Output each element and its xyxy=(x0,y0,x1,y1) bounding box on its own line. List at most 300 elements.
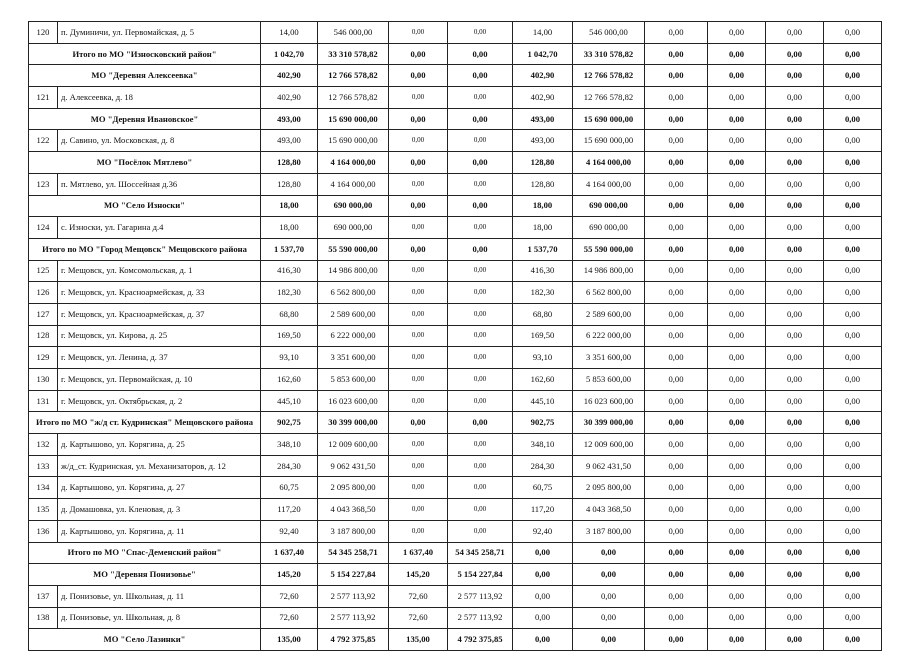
value-cell: 2 589 600,00 xyxy=(573,303,645,325)
value-cell: 0,00 xyxy=(448,282,513,304)
value-cell: 0,00 xyxy=(708,347,766,369)
value-cell: 0,00 xyxy=(645,542,708,564)
value-cell: 3 351 600,00 xyxy=(318,347,389,369)
group-title: Итого по МО "ж/д ст. Кудринская" Мещовского района xyxy=(29,412,261,434)
value-cell: 0,00 xyxy=(766,390,824,412)
value-cell: 0,00 xyxy=(824,412,882,434)
row-number: 133 xyxy=(29,455,58,477)
value-cell: 182,30 xyxy=(513,282,573,304)
value-cell: 0,00 xyxy=(389,195,448,217)
address-cell: д. Картышово, ул. Корягина, д. 11 xyxy=(58,520,261,542)
row-number: 137 xyxy=(29,585,58,607)
subtotal-row xyxy=(29,195,882,217)
value-cell: 0,00 xyxy=(766,65,824,87)
group-title: Итого по МО "Спас-Деменский район" xyxy=(29,542,261,564)
value-cell: 0,00 xyxy=(766,282,824,304)
value-cell: 416,30 xyxy=(513,260,573,282)
row-number: 136 xyxy=(29,520,58,542)
value-cell: 0,00 xyxy=(645,585,708,607)
value-cell: 0,00 xyxy=(645,195,708,217)
value-cell: 0,00 xyxy=(766,173,824,195)
value-cell: 1 637,40 xyxy=(389,542,448,564)
address-cell: д. Картышово, ул. Корягина, д. 25 xyxy=(58,434,261,456)
table-row xyxy=(29,520,882,542)
value-cell: 4 792 375,85 xyxy=(448,629,513,651)
row-number: 134 xyxy=(29,477,58,499)
value-cell: 0,00 xyxy=(766,87,824,109)
row-number: 123 xyxy=(29,173,58,195)
value-cell: 0,00 xyxy=(645,260,708,282)
value-cell: 5 853 600,00 xyxy=(573,369,645,391)
address-cell: д. Домашовка, ул. Кленовая, д. 3 xyxy=(58,499,261,521)
value-cell: 0,00 xyxy=(766,238,824,260)
table-row xyxy=(29,282,882,304)
value-cell: 0,00 xyxy=(708,282,766,304)
value-cell: 0,00 xyxy=(824,43,882,65)
value-cell: 0,00 xyxy=(448,390,513,412)
subtotal-row xyxy=(29,238,882,260)
subtotal-row xyxy=(29,108,882,130)
value-cell: 0,00 xyxy=(824,195,882,217)
value-cell: 0,00 xyxy=(766,217,824,239)
value-cell: 0,00 xyxy=(766,412,824,434)
value-cell: 0,00 xyxy=(708,390,766,412)
value-cell: 18,00 xyxy=(513,217,573,239)
value-cell: 72,60 xyxy=(389,585,448,607)
table-row xyxy=(29,87,882,109)
value-cell: 0,00 xyxy=(645,22,708,44)
value-cell: 0,00 xyxy=(448,499,513,521)
value-cell: 12 766 578,82 xyxy=(318,87,389,109)
value-cell: 0,00 xyxy=(708,477,766,499)
value-cell: 493,00 xyxy=(261,108,318,130)
address-cell: д. Понизовье, ул. Школьная, д. 8 xyxy=(58,607,261,629)
value-cell: 128,80 xyxy=(513,152,573,174)
value-cell: 72,60 xyxy=(261,585,318,607)
value-cell: 0,00 xyxy=(448,238,513,260)
housing-program-table xyxy=(28,21,882,651)
value-cell: 0,00 xyxy=(708,238,766,260)
value-cell: 0,00 xyxy=(708,607,766,629)
value-cell: 92,40 xyxy=(261,520,318,542)
row-number: 132 xyxy=(29,434,58,456)
row-number: 131 xyxy=(29,390,58,412)
value-cell: 0,00 xyxy=(824,303,882,325)
value-cell: 1 042,70 xyxy=(513,43,573,65)
value-cell: 182,30 xyxy=(261,282,318,304)
value-cell: 0,00 xyxy=(824,434,882,456)
value-cell: 2 589 600,00 xyxy=(318,303,389,325)
row-number: 124 xyxy=(29,217,58,239)
value-cell: 0,00 xyxy=(824,282,882,304)
value-cell: 0,00 xyxy=(824,173,882,195)
group-title: МО "Деревня Понизовье" xyxy=(29,564,261,586)
value-cell: 169,50 xyxy=(513,325,573,347)
value-cell: 0,00 xyxy=(766,347,824,369)
value-cell: 0,00 xyxy=(645,499,708,521)
value-cell: 0,00 xyxy=(448,369,513,391)
value-cell: 445,10 xyxy=(261,390,318,412)
value-cell: 0,00 xyxy=(389,217,448,239)
value-cell: 0,00 xyxy=(448,108,513,130)
value-cell: 690 000,00 xyxy=(573,195,645,217)
value-cell: 0,00 xyxy=(645,282,708,304)
row-number: 135 xyxy=(29,499,58,521)
value-cell: 0,00 xyxy=(708,499,766,521)
value-cell: 284,30 xyxy=(261,455,318,477)
value-cell: 12 766 578,82 xyxy=(573,87,645,109)
value-cell: 0,00 xyxy=(766,629,824,651)
value-cell: 0,00 xyxy=(448,22,513,44)
address-cell: д. Савино, ул. Московская, д. 8 xyxy=(58,130,261,152)
value-cell: 0,00 xyxy=(645,564,708,586)
value-cell: 902,75 xyxy=(513,412,573,434)
value-cell: 0,00 xyxy=(708,152,766,174)
value-cell: 15 690 000,00 xyxy=(573,108,645,130)
value-cell: 14,00 xyxy=(261,22,318,44)
row-number: 126 xyxy=(29,282,58,304)
value-cell: 0,00 xyxy=(708,43,766,65)
value-cell: 0,00 xyxy=(766,369,824,391)
value-cell: 0,00 xyxy=(389,260,448,282)
value-cell: 0,00 xyxy=(389,347,448,369)
value-cell: 72,60 xyxy=(261,607,318,629)
value-cell: 445,10 xyxy=(513,390,573,412)
value-cell: 0,00 xyxy=(645,325,708,347)
value-cell: 2 095 800,00 xyxy=(573,477,645,499)
group-title: МО "Село Износки" xyxy=(29,195,261,217)
value-cell: 0,00 xyxy=(708,65,766,87)
value-cell: 0,00 xyxy=(389,173,448,195)
value-cell: 0,00 xyxy=(448,130,513,152)
value-cell: 0,00 xyxy=(645,347,708,369)
value-cell: 0,00 xyxy=(645,108,708,130)
value-cell: 0,00 xyxy=(824,477,882,499)
value-cell: 0,00 xyxy=(448,434,513,456)
value-cell: 0,00 xyxy=(389,434,448,456)
value-cell: 0,00 xyxy=(708,434,766,456)
value-cell: 5 853 600,00 xyxy=(318,369,389,391)
address-cell: с. Износки, ул. Гагарина д.4 xyxy=(58,217,261,239)
value-cell: 0,00 xyxy=(824,65,882,87)
value-cell: 0,00 xyxy=(645,152,708,174)
value-cell: 0,00 xyxy=(708,564,766,586)
value-cell: 135,00 xyxy=(261,629,318,651)
value-cell: 0,00 xyxy=(766,303,824,325)
value-cell: 0,00 xyxy=(824,108,882,130)
value-cell: 0,00 xyxy=(645,434,708,456)
row-number: 129 xyxy=(29,347,58,369)
value-cell: 546 000,00 xyxy=(573,22,645,44)
subtotal-row xyxy=(29,65,882,87)
value-cell: 0,00 xyxy=(389,390,448,412)
value-cell: 0,00 xyxy=(389,303,448,325)
value-cell: 493,00 xyxy=(261,130,318,152)
table-row xyxy=(29,585,882,607)
value-cell: 169,50 xyxy=(261,325,318,347)
value-cell: 0,00 xyxy=(766,607,824,629)
value-cell: 0,00 xyxy=(824,455,882,477)
value-cell: 4 164 000,00 xyxy=(573,173,645,195)
value-cell: 0,00 xyxy=(645,173,708,195)
value-cell: 0,00 xyxy=(513,542,573,564)
value-cell: 0,00 xyxy=(645,477,708,499)
value-cell: 1 042,70 xyxy=(261,43,318,65)
value-cell: 0,00 xyxy=(448,65,513,87)
address-cell: г. Мещовск, ул. Первомайская, д. 10 xyxy=(58,369,261,391)
table-row xyxy=(29,303,882,325)
value-cell: 162,60 xyxy=(513,369,573,391)
value-cell: 2 095 800,00 xyxy=(318,477,389,499)
table-row xyxy=(29,499,882,521)
value-cell: 3 351 600,00 xyxy=(573,347,645,369)
value-cell: 4 792 375,85 xyxy=(318,629,389,651)
value-cell: 0,00 xyxy=(824,217,882,239)
value-cell: 0,00 xyxy=(645,238,708,260)
subtotal-row xyxy=(29,542,882,564)
value-cell: 902,75 xyxy=(261,412,318,434)
value-cell: 0,00 xyxy=(766,542,824,564)
value-cell: 0,00 xyxy=(708,412,766,434)
value-cell: 4 164 000,00 xyxy=(573,152,645,174)
value-cell: 0,00 xyxy=(708,585,766,607)
value-cell: 1 537,70 xyxy=(261,238,318,260)
value-cell: 0,00 xyxy=(448,87,513,109)
value-cell: 14,00 xyxy=(513,22,573,44)
value-cell: 128,80 xyxy=(261,173,318,195)
value-cell: 546 000,00 xyxy=(318,22,389,44)
address-cell: г. Мещовск, ул. Октябрьская, д. 2 xyxy=(58,390,261,412)
value-cell: 4 164 000,00 xyxy=(318,173,389,195)
table-row xyxy=(29,22,882,44)
value-cell: 0,00 xyxy=(824,564,882,586)
value-cell: 0,00 xyxy=(708,542,766,564)
value-cell: 0,00 xyxy=(766,585,824,607)
value-cell: 15 690 000,00 xyxy=(573,130,645,152)
value-cell: 9 062 431,50 xyxy=(318,455,389,477)
value-cell: 0,00 xyxy=(766,108,824,130)
value-cell: 16 023 600,00 xyxy=(318,390,389,412)
address-cell: г. Мещовск, ул. Кирова, д. 25 xyxy=(58,325,261,347)
value-cell: 6 222 000,00 xyxy=(318,325,389,347)
address-cell: п. Думиничи, ул. Первомайская, д. 5 xyxy=(58,22,261,44)
row-number: 130 xyxy=(29,369,58,391)
value-cell: 0,00 xyxy=(645,520,708,542)
value-cell: 493,00 xyxy=(513,108,573,130)
value-cell: 5 154 227,84 xyxy=(318,564,389,586)
value-cell: 0,00 xyxy=(824,390,882,412)
value-cell: 145,20 xyxy=(261,564,318,586)
value-cell: 0,00 xyxy=(645,65,708,87)
value-cell: 15 690 000,00 xyxy=(318,130,389,152)
value-cell: 0,00 xyxy=(448,455,513,477)
value-cell: 93,10 xyxy=(513,347,573,369)
subtotal-row xyxy=(29,43,882,65)
value-cell: 4 043 368,50 xyxy=(573,499,645,521)
value-cell: 2 577 113,92 xyxy=(318,585,389,607)
value-cell: 0,00 xyxy=(513,564,573,586)
value-cell: 54 345 258,71 xyxy=(448,542,513,564)
value-cell: 0,00 xyxy=(645,607,708,629)
table-row xyxy=(29,455,882,477)
value-cell: 0,00 xyxy=(448,195,513,217)
value-cell: 162,60 xyxy=(261,369,318,391)
value-cell: 0,00 xyxy=(824,585,882,607)
value-cell: 3 187 800,00 xyxy=(573,520,645,542)
address-cell: г. Мещовск, ул. Красноармейская, д. 37 xyxy=(58,303,261,325)
value-cell: 0,00 xyxy=(824,520,882,542)
address-cell: д. Алексеевка, д. 18 xyxy=(58,87,261,109)
value-cell: 0,00 xyxy=(389,65,448,87)
value-cell: 0,00 xyxy=(573,585,645,607)
value-cell: 33 310 578,82 xyxy=(318,43,389,65)
value-cell: 0,00 xyxy=(573,564,645,586)
value-cell: 128,80 xyxy=(513,173,573,195)
value-cell: 0,00 xyxy=(448,43,513,65)
value-cell: 0,00 xyxy=(645,87,708,109)
value-cell: 16 023 600,00 xyxy=(573,390,645,412)
value-cell: 0,00 xyxy=(708,303,766,325)
value-cell: 93,10 xyxy=(261,347,318,369)
value-cell: 1 637,40 xyxy=(261,542,318,564)
table-row xyxy=(29,607,882,629)
value-cell: 0,00 xyxy=(448,217,513,239)
value-cell: 0,00 xyxy=(824,629,882,651)
value-cell: 0,00 xyxy=(766,520,824,542)
subtotal-row xyxy=(29,564,882,586)
value-cell: 0,00 xyxy=(389,43,448,65)
group-title: МО "Село Лазинки" xyxy=(29,629,261,651)
group-title: МО "Деревня Алексеевка" xyxy=(29,65,261,87)
group-title: Итого по МО "Износковский район" xyxy=(29,43,261,65)
value-cell: 0,00 xyxy=(389,499,448,521)
value-cell: 0,00 xyxy=(824,130,882,152)
value-cell: 0,00 xyxy=(708,629,766,651)
value-cell: 12 766 578,82 xyxy=(573,65,645,87)
value-cell: 0,00 xyxy=(824,22,882,44)
value-cell: 690 000,00 xyxy=(318,217,389,239)
value-cell: 0,00 xyxy=(573,542,645,564)
row-number: 121 xyxy=(29,87,58,109)
value-cell: 0,00 xyxy=(389,455,448,477)
value-cell: 6 562 800,00 xyxy=(573,282,645,304)
value-cell: 12 009 600,00 xyxy=(318,434,389,456)
value-cell: 0,00 xyxy=(448,152,513,174)
value-cell: 0,00 xyxy=(708,369,766,391)
table-body xyxy=(29,22,882,651)
value-cell: 348,10 xyxy=(513,434,573,456)
value-cell: 402,90 xyxy=(513,65,573,87)
value-cell: 9 062 431,50 xyxy=(573,455,645,477)
value-cell: 6 222 000,00 xyxy=(573,325,645,347)
value-cell: 2 577 113,92 xyxy=(318,607,389,629)
value-cell: 0,00 xyxy=(513,585,573,607)
row-number: 125 xyxy=(29,260,58,282)
value-cell: 0,00 xyxy=(389,152,448,174)
value-cell: 0,00 xyxy=(448,325,513,347)
table-row xyxy=(29,477,882,499)
value-cell: 0,00 xyxy=(389,325,448,347)
value-cell: 92,40 xyxy=(513,520,573,542)
value-cell: 0,00 xyxy=(824,325,882,347)
value-cell: 493,00 xyxy=(513,130,573,152)
value-cell: 0,00 xyxy=(645,412,708,434)
address-cell: д. Понизовье, ул. Школьная, д. 11 xyxy=(58,585,261,607)
value-cell: 18,00 xyxy=(513,195,573,217)
value-cell: 0,00 xyxy=(824,607,882,629)
value-cell: 0,00 xyxy=(766,455,824,477)
value-cell: 0,00 xyxy=(389,87,448,109)
value-cell: 0,00 xyxy=(824,238,882,260)
value-cell: 14 986 800,00 xyxy=(318,260,389,282)
value-cell: 55 590 000,00 xyxy=(318,238,389,260)
value-cell: 0,00 xyxy=(766,22,824,44)
value-cell: 0,00 xyxy=(389,22,448,44)
subtotal-row xyxy=(29,412,882,434)
value-cell: 0,00 xyxy=(708,260,766,282)
value-cell: 30 399 000,00 xyxy=(573,412,645,434)
group-title: Итого по МО "Город Мещовск" Мещовского района xyxy=(29,238,261,260)
value-cell: 145,20 xyxy=(389,564,448,586)
value-cell: 0,00 xyxy=(448,260,513,282)
row-number: 120 xyxy=(29,22,58,44)
value-cell: 0,00 xyxy=(766,477,824,499)
value-cell: 0,00 xyxy=(708,325,766,347)
value-cell: 0,00 xyxy=(645,390,708,412)
value-cell: 402,90 xyxy=(261,87,318,109)
value-cell: 0,00 xyxy=(645,43,708,65)
value-cell: 690 000,00 xyxy=(318,195,389,217)
value-cell: 2 577 113,92 xyxy=(448,607,513,629)
value-cell: 54 345 258,71 xyxy=(318,542,389,564)
value-cell: 0,00 xyxy=(389,412,448,434)
value-cell: 348,10 xyxy=(261,434,318,456)
value-cell: 0,00 xyxy=(645,130,708,152)
value-cell: 0,00 xyxy=(766,564,824,586)
value-cell: 0,00 xyxy=(766,43,824,65)
value-cell: 0,00 xyxy=(448,173,513,195)
value-cell: 0,00 xyxy=(645,455,708,477)
value-cell: 0,00 xyxy=(708,108,766,130)
value-cell: 0,00 xyxy=(766,260,824,282)
value-cell: 0,00 xyxy=(708,455,766,477)
value-cell: 60,75 xyxy=(513,477,573,499)
table-row xyxy=(29,260,882,282)
value-cell: 0,00 xyxy=(448,477,513,499)
value-cell: 0,00 xyxy=(389,477,448,499)
value-cell: 4 164 000,00 xyxy=(318,152,389,174)
address-cell: г. Мещовск, ул. Красноармейская, д. 33 xyxy=(58,282,261,304)
value-cell: 0,00 xyxy=(766,499,824,521)
table-row xyxy=(29,390,882,412)
value-cell: 0,00 xyxy=(708,22,766,44)
value-cell: 0,00 xyxy=(824,369,882,391)
address-cell: ж/д_ст. Кудринская, ул. Механизаторов, д. 12 xyxy=(58,455,261,477)
value-cell: 0,00 xyxy=(824,499,882,521)
value-cell: 0,00 xyxy=(766,195,824,217)
value-cell: 0,00 xyxy=(708,130,766,152)
row-number: 138 xyxy=(29,607,58,629)
group-title: МО "Деревня Ивановское" xyxy=(29,108,261,130)
value-cell: 55 590 000,00 xyxy=(573,238,645,260)
value-cell: 402,90 xyxy=(261,65,318,87)
value-cell: 0,00 xyxy=(645,303,708,325)
value-cell: 0,00 xyxy=(708,520,766,542)
value-cell: 0,00 xyxy=(645,629,708,651)
row-number: 128 xyxy=(29,325,58,347)
value-cell: 0,00 xyxy=(766,152,824,174)
value-cell: 402,90 xyxy=(513,87,573,109)
